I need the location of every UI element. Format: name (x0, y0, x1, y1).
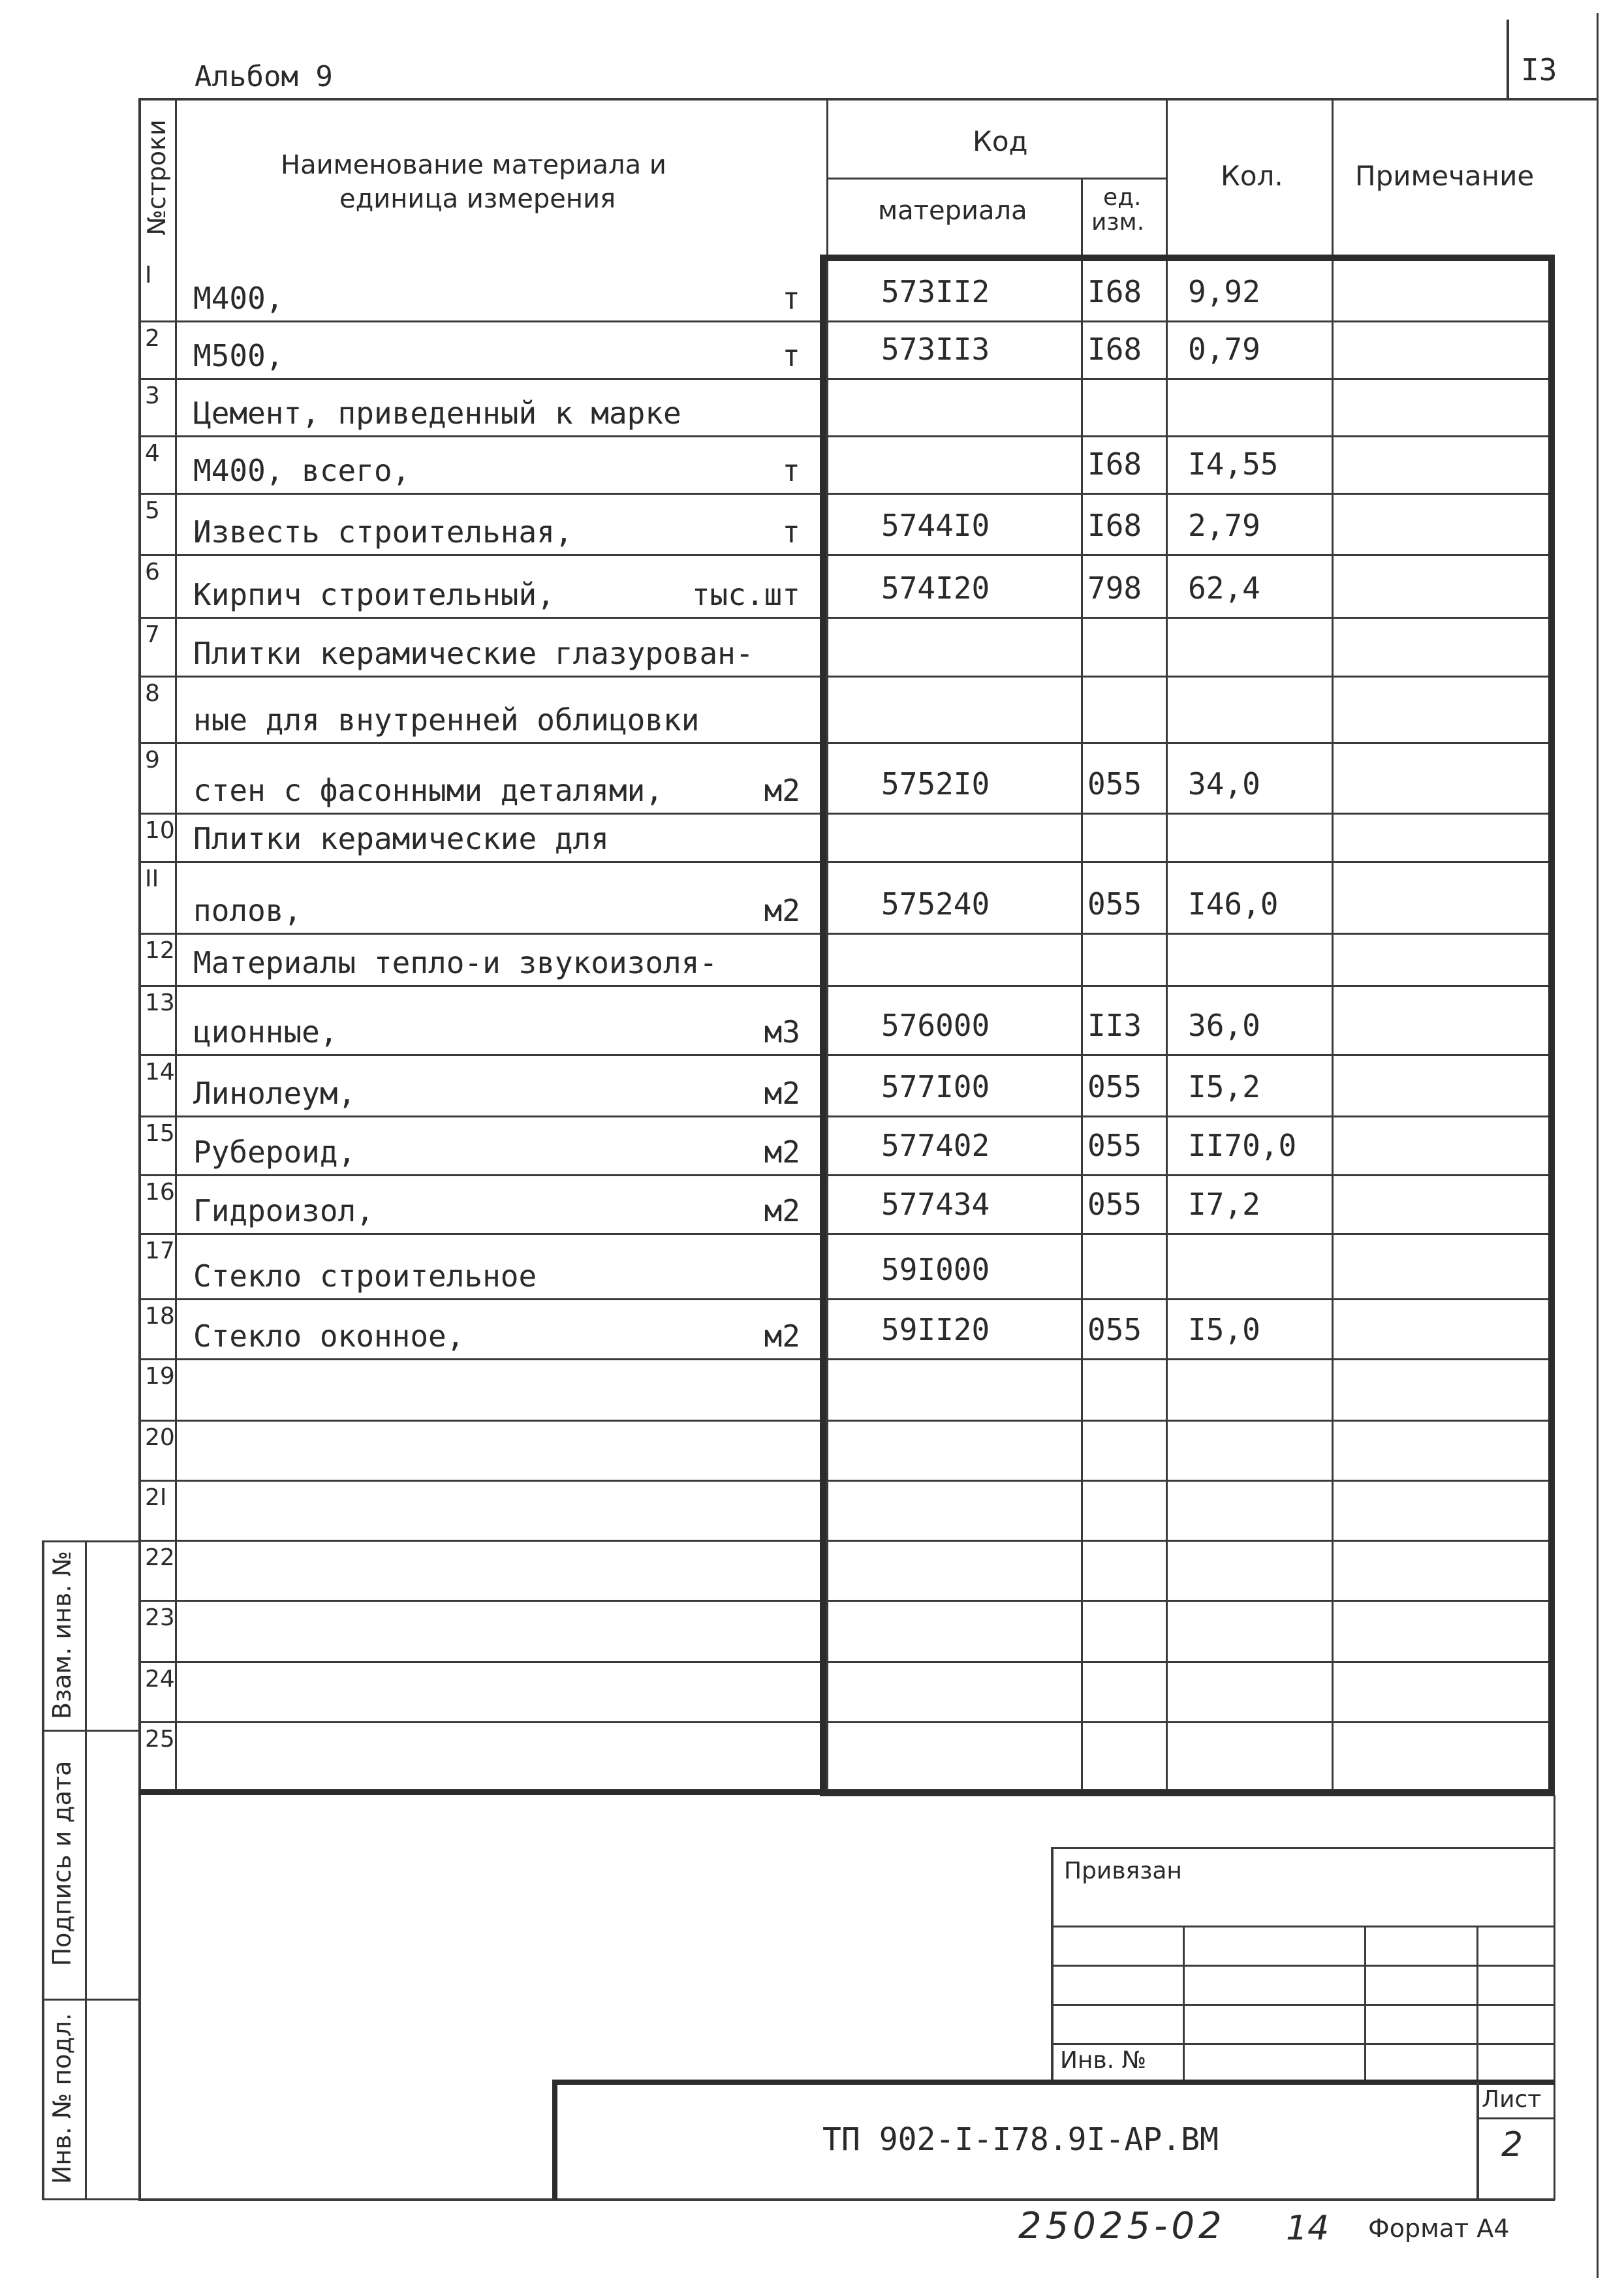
material-unit: т (782, 281, 800, 316)
document-code: ТП 902-I-I78.9I-АР.ВМ (822, 2121, 1219, 2158)
table-row (138, 1540, 1555, 1600)
list-value: 2 (1501, 2125, 1523, 2164)
column-header-code-unit-2: изм. (1091, 209, 1145, 236)
column-header-row-no: №строки (142, 119, 171, 236)
row-number: 2I (145, 1484, 167, 1511)
table-row (138, 1480, 1555, 1540)
unit-code: I68 (1087, 508, 1142, 543)
column-divider (1166, 258, 1168, 1792)
inv-no-label: Инв. № (1060, 2047, 1147, 2074)
table-row (138, 1600, 1555, 1662)
row-number: 23 (145, 1604, 175, 1631)
unit-code: 055 (1087, 1312, 1142, 1347)
material-code: 59I000 (881, 1252, 990, 1287)
material-name: Известь строительная, (193, 514, 573, 550)
row-number: 19 (145, 1363, 175, 1390)
row-number: 22 (145, 1544, 175, 1571)
column-header-code-material: материала (878, 196, 1027, 226)
material-name: Плитки керамические глазурован- (193, 636, 754, 671)
unit-code: I68 (1087, 332, 1142, 367)
row-number: 25 (145, 1726, 175, 1753)
unit-code: 055 (1087, 886, 1142, 922)
row-number: 15 (145, 1120, 175, 1147)
row-number: 3 (145, 382, 160, 409)
row-number: 18 (145, 1303, 175, 1330)
material-code: 5752I0 (881, 766, 990, 802)
quantity: 2,79 (1188, 508, 1260, 543)
material-name: Плитки керамические для (193, 821, 609, 856)
unit-code: 055 (1087, 1069, 1142, 1104)
material-unit: тыс.шт (691, 577, 800, 612)
row-number: 16 (145, 1179, 175, 1206)
material-code: 574I20 (881, 570, 990, 606)
footer-number: 25025-02 (1018, 2205, 1226, 2247)
quantity: 9,92 (1188, 274, 1260, 309)
row-number: 2 (145, 325, 160, 352)
row-number: 20 (145, 1424, 175, 1451)
material-unit: т (782, 514, 800, 550)
material-name: ные для внутренней облицовки (193, 702, 700, 738)
row-number: 9 (145, 747, 160, 773)
footer-handwritten: 14 (1286, 2209, 1330, 2248)
material-code: 577402 (881, 1128, 990, 1163)
row-number: 24 (145, 1666, 175, 1692)
unit-code: I68 (1087, 274, 1142, 309)
column-divider (826, 258, 828, 1792)
row-number: 10 (145, 817, 175, 844)
material-name: Гидроизол, (193, 1193, 374, 1228)
material-name: Стекло строительное (193, 1258, 537, 1294)
quantity: I7,2 (1188, 1187, 1260, 1222)
material-unit: м2 (764, 1134, 800, 1170)
material-name: полов, (193, 893, 302, 928)
footer-format: Формат А4 (1368, 2214, 1510, 2243)
row-number: 17 (145, 1238, 175, 1264)
privyazan-label: Привязан (1064, 1858, 1182, 1884)
table-row (138, 1359, 1555, 1420)
material-unit: т (782, 453, 800, 488)
quantity: I46,0 (1188, 886, 1279, 922)
material-code: 577434 (881, 1187, 990, 1222)
column-header-qty: Кол. (1221, 160, 1283, 192)
unit-code: II3 (1087, 1008, 1142, 1043)
table-row (138, 321, 1555, 379)
stamp-vzam-inv: Взам. инв. № (48, 1551, 76, 1720)
table-row (138, 1420, 1555, 1480)
row-number: 13 (145, 990, 175, 1016)
quantity: I5,0 (1188, 1312, 1260, 1347)
quantity: II70,0 (1188, 1128, 1297, 1163)
material-unit: т (782, 338, 800, 373)
row-number: 6 (145, 559, 160, 585)
row-number: 14 (145, 1059, 175, 1085)
unit-code: 055 (1087, 1187, 1142, 1222)
material-name: М500, (193, 338, 284, 373)
quantity: 34,0 (1188, 766, 1260, 802)
row-number: 7 (145, 621, 160, 648)
column-divider (1081, 258, 1083, 1792)
material-name: стен с фасонными деталями, (193, 773, 664, 808)
material-unit: м3 (764, 1014, 800, 1050)
material-code: 577I00 (881, 1069, 990, 1104)
column-header-code: Код (973, 125, 1028, 157)
material-name: Стекло оконное, (193, 1318, 465, 1354)
table-row (138, 258, 1555, 321)
material-code: 576000 (881, 1008, 990, 1043)
material-name: Линолеум, (193, 1076, 356, 1111)
material-code: 59II20 (881, 1312, 990, 1347)
material-code: 575240 (881, 886, 990, 922)
quantity: I4,55 (1188, 446, 1279, 482)
table-row (138, 986, 1555, 1055)
material-name: М400, (193, 281, 284, 316)
table-row (138, 862, 1555, 933)
column-header-note: Примечание (1355, 160, 1535, 192)
unit-code: 055 (1087, 766, 1142, 802)
column-header-name-line2: единица измерения (339, 184, 616, 214)
unit-code: 055 (1087, 1128, 1142, 1163)
material-code: 5744I0 (881, 508, 990, 543)
unit-code: I68 (1087, 446, 1142, 482)
row-number: II (145, 866, 159, 892)
stamp-signature-date: Подпись и дата (48, 1760, 76, 1967)
material-unit: м2 (764, 1318, 800, 1354)
material-name: Материалы тепло-и звукоизоля- (193, 945, 718, 980)
material-name: Цемент, приведенный к марке (193, 396, 681, 431)
material-name: ционные, (193, 1014, 338, 1050)
material-unit: м2 (764, 773, 800, 808)
material-unit: м2 (764, 1193, 800, 1228)
material-name: М400, всего, (193, 453, 411, 488)
column-header-name-line1: Наименование материала и (281, 150, 666, 180)
material-code: 573II3 (881, 332, 990, 367)
column-header-code-unit-1: ед. (1103, 184, 1142, 211)
unit-code: 798 (1087, 570, 1142, 606)
quantity: 36,0 (1188, 1008, 1260, 1043)
material-unit: м2 (764, 893, 800, 928)
album-label: Альбом 9 (195, 60, 333, 93)
material-unit: м2 (764, 1076, 800, 1111)
row-number: 12 (145, 937, 175, 964)
sheet-number: I3 (1521, 52, 1557, 87)
material-code: 573II2 (881, 274, 990, 309)
row-number: 4 (145, 440, 160, 467)
list-label: Лист (1482, 2086, 1542, 2113)
table-row (138, 1722, 1555, 1790)
row-number: I (145, 262, 152, 289)
quantity: 62,4 (1188, 570, 1260, 606)
material-name: Кирпич строительный, (193, 577, 555, 612)
row-number: 8 (145, 680, 160, 707)
material-name: Рубероид, (193, 1134, 356, 1170)
column-divider (1332, 258, 1334, 1792)
table-row (138, 1662, 1555, 1722)
quantity: 0,79 (1188, 332, 1260, 367)
quantity: I5,2 (1188, 1069, 1260, 1104)
row-number: 5 (145, 497, 160, 524)
stamp-inv-original: Инв. № подл. (48, 2012, 76, 2185)
